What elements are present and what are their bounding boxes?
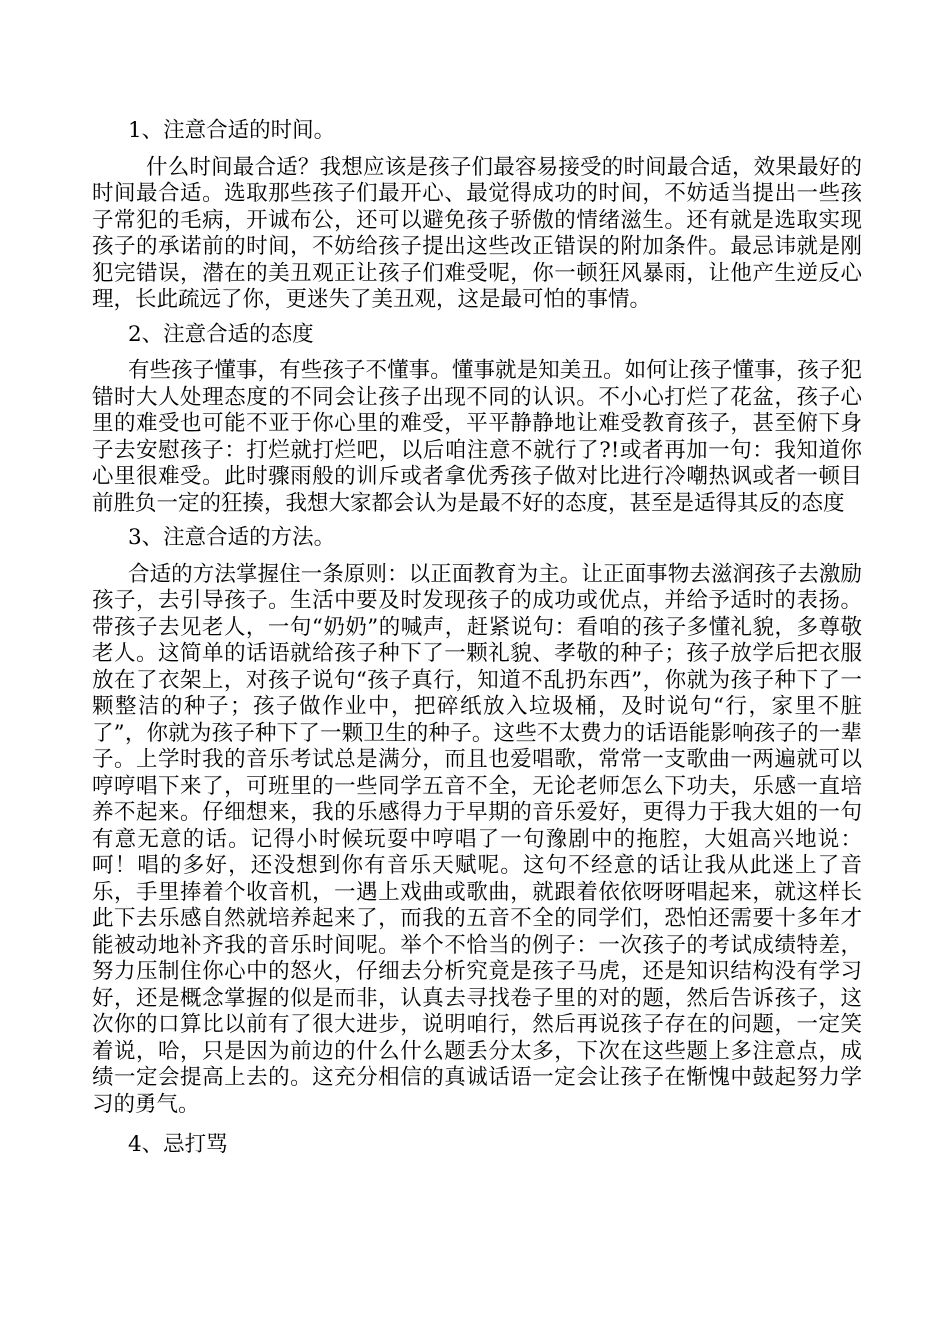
- document-page: [92, 118, 862, 1169]
- section-2-body-part-a: 有些孩子懂事，有些孩子不懂事。懂事就是知美丑。如何让孩子懂事，孩子犯错时大人处理态度的不同会让孩子出现不同的认识。不小心打烂了花盆，孩子心里的难受也可能不亚于你心里的难受，平平静静地让难受教育孩子，甚至俯下身子去安慰孩子：打烂就打烂吧，以后咱注意不就行了?!或: [92, 358, 862, 463]
- section-1-heading: 1、注意合适的时间。: [128, 118, 336, 143]
- section-4-heading: 4、忌打骂: [128, 1132, 228, 1157]
- section-2-body-part-b: 者再加一句：我知道你心里很难受。此时骤雨般的训斥或者拿优秀孩子做对比进行冷嘲热讽或者一顿目前胜负一定的狂揍，我想大家都会认为是最不好的态度，甚至是适得其反的态度: [92, 437, 862, 516]
- section-1-body: 什么时间最合适？我想应该是孩子们最容易接受的时间最合适，效果最好的时间最合适。选取那些孩子们最开心、最觉得成功的时间，不妨适当提出一些孩子常犯的毛病，开诚布公，还可以避免孩子骄傲的情绪滋生。还有就是选取实现孩子的承诺前的时间，不妨给孩子提出这些改正错误的附加条件。最忌讳就是刚犯完错误，潜在的美丑观正让孩子们难受呢，你一顿狂风暴雨，让他产生逆反心理，长此疏远了你，更迷失了美丑观，这是最可怕的事情。: [92, 154, 862, 312]
- section-3-body: 合适的方法掌握住一条原则：以正面教育为主。让正面事物去滋润孩子去激励孩子，去引导孩子。生活中要及时发现孩子的成功或优点，并给予适时的表扬。带孩子去见老人，一句“奶奶”的喊声，赶紧说句：看咱的孩子多懂礼貌，多尊敬老人。这简单的话语就给孩子种下了一颗礼貌、孝敬的种子；孩子放学后把衣服放在了衣架上，对孩子说句“孩子真行，知道不乱扔东西”，你就为孩子种下了一颗整洁的种子；孩子做作业中，把碎纸放入垃圾桶，及时说句“行，家里不脏了”，你就为孩子种下了一颗卫生的种子。这些不太费力的话语能影响孩子的一辈子。上学时我的音乐考试总是满分，而且也爱唱歌，常常一支歌曲一两遍就可以哼哼唱下来了，可班里的一些同学五音不全，无论老师怎么下功夫，乐感一直培养不起来。仔细想来，我的乐感得力于早期的音乐爱好，更得力于我大姐的一句有意无意的话。记得小时候玩耍中哼唱了一句豫剧中的拖腔，大姐高兴地说：呵！唱的多好，还没想到你有音乐天赋呢。这句不经意的话让我从此迷上了音乐，手里捧着个收音机，一遇上戏曲或歌曲，就跟着依依呀呀唱起来，就这样长此下去乐感自然就培养起来了，而我的五音不全的同学们，恐怕还需要十多年才能被动地补齐我的音乐时间呢。举个不恰当的例子：一次孩子的考试成绩特差，努力压制住你心中的怒火，仔细去分析究竟是孩子马虎，还是知识结构没有学习好，还是概念掌握的似是而非，认真去寻找卷子里的对的题，然后告诉孩子，这次你的口算比以前有了很大进步，说明咱行，然后再说孩子存在的问题，一定笑着说，哈，只是因为前边的什么什么题丢分太多，下次在这些题上多注意点，成绩一定会提高上去的。这充分相信的真诚话语一定会让孩子在惭愧中鼓起努力学习的勇气。: [92, 561, 862, 1117]
- section-2-body: [92, 358, 862, 517]
- section-2-heading: 2、注意合适的态度: [128, 321, 314, 347]
- section-3-heading: 3、注意合适的方法。: [128, 525, 336, 550]
